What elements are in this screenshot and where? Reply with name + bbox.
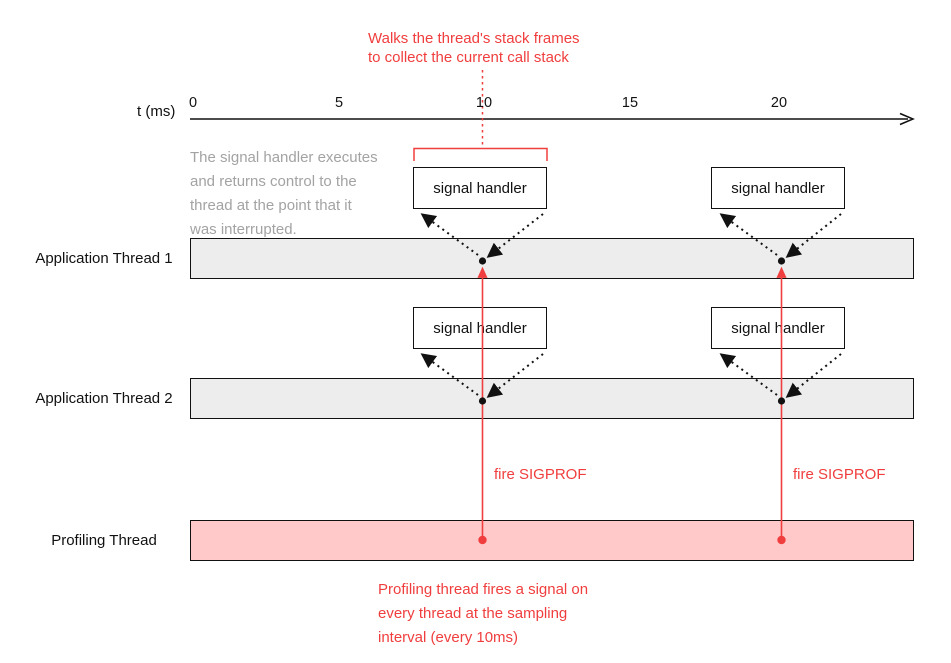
annotation-line: thread at the point that it [190,197,352,214]
signal-handler-box-3 [413,307,547,349]
annotation-line: and returns control to the [190,173,357,190]
signal-handler-label: signal handler [731,179,825,197]
stack-walk-bracket [414,149,547,162]
axis-tick-10: 10 [475,95,493,111]
sampling-interval-annotation [378,578,588,650]
fire-sigprof-label-2: fire SIGPROF [793,466,886,483]
axis-tick-0: 0 [188,95,198,111]
profiling-thread-label: Profiling Thread [51,532,157,549]
axis-tick-5: 5 [334,95,344,111]
signal-handler-box-1 [413,167,547,209]
signal-handler-box-2 [711,167,845,209]
annotation-line: every thread at the sampling [378,605,568,622]
annotation-line: to collect the current call stack [368,49,569,66]
app-thread-2-label: Application Thread 2 [35,390,173,407]
axis-label: t (ms) [137,103,176,120]
axis-arrowhead-icon [900,114,913,125]
signal-handler-label: signal handler [731,319,825,337]
time-axis-line [190,114,913,125]
app-thread-1-label: Application Thread 1 [35,250,173,267]
axis-tick-15: 15 [621,95,639,111]
axis-tick-20: 20 [770,95,788,111]
signal-handler-label: signal handler [433,179,527,197]
annotation-line: Profiling thread fires a signal on [378,581,589,598]
app-thread-1-bar [190,238,914,279]
app-thread-2-bar [190,378,914,419]
annotation-line: was interrupted. [190,221,297,238]
signal-handler-box-4 [711,307,845,349]
annotation-line: Walks the thread's stack frames [368,30,580,47]
annotation-line: interval (every 10ms) [378,629,519,646]
fire-sigprof-label-1: fire SIGPROF [494,466,587,483]
stack-walk-annotation [368,29,580,67]
signal-handler-label: signal handler [433,319,527,337]
annotation-line: The signal handler executes [190,149,378,166]
signal-handler-note [190,146,378,242]
profiling-thread-bar [190,520,914,561]
